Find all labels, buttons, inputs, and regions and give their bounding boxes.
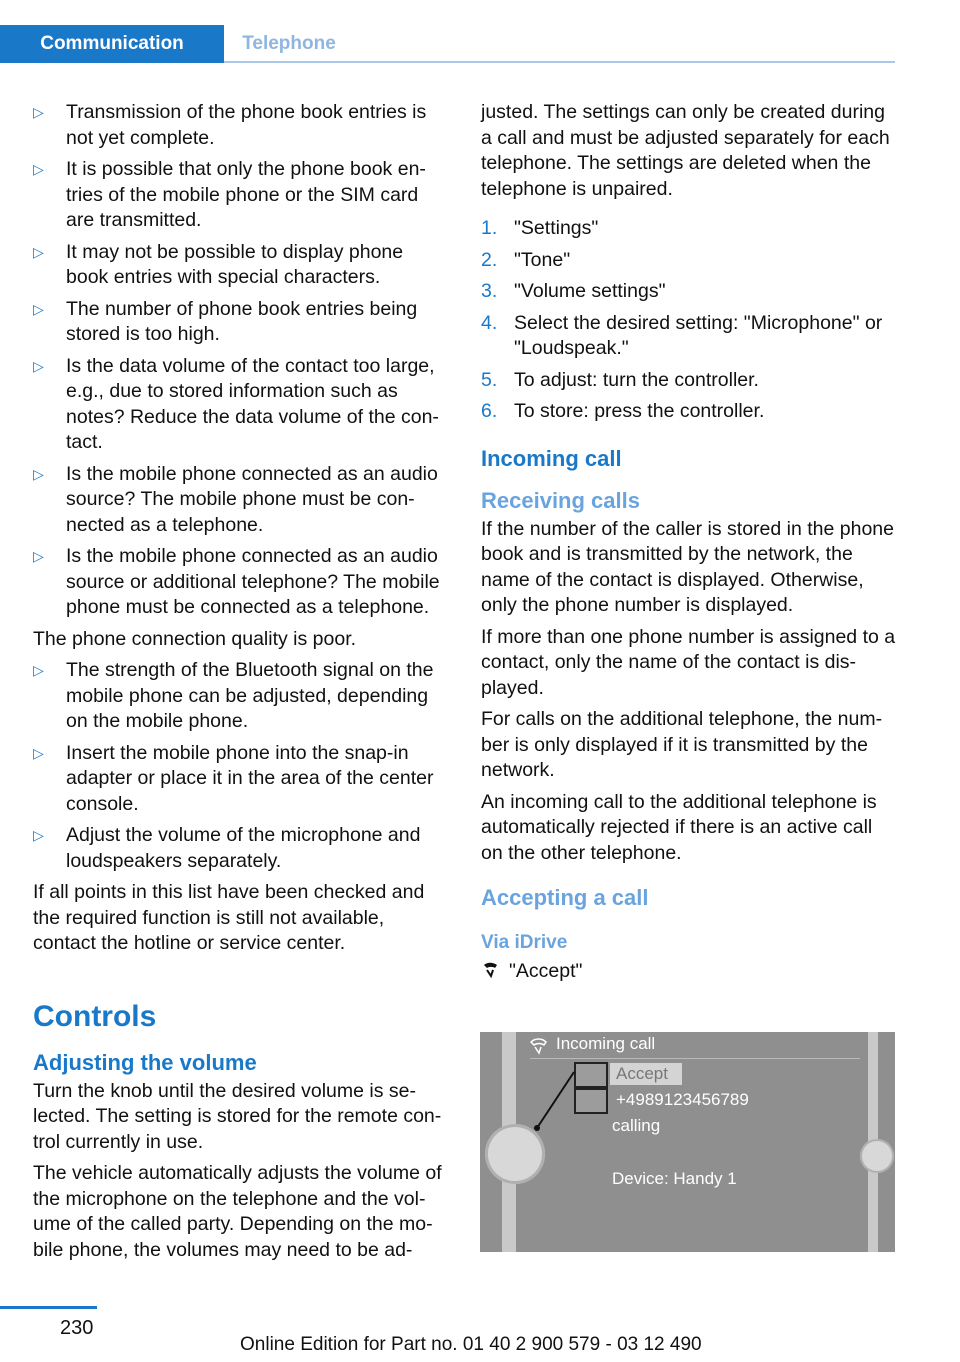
heading-controls: Controls bbox=[33, 999, 157, 1033]
accept-instruction bbox=[481, 959, 897, 985]
receiving-paragraph-3: For calls on the additional telephone, the num‐ber is only displayed if it is transmitted by the network. bbox=[481, 708, 883, 781]
step-text: "Volume settings" bbox=[514, 280, 666, 302]
list-item bbox=[33, 157, 449, 234]
page-number-bar bbox=[0, 1306, 97, 1309]
step-item bbox=[481, 368, 897, 394]
step-item bbox=[481, 216, 897, 242]
step-number: 2. bbox=[481, 248, 498, 271]
step-text: "Settings" bbox=[514, 217, 599, 239]
list-item bbox=[33, 100, 449, 151]
steps-list bbox=[481, 216, 897, 425]
step-number: 6. bbox=[481, 400, 498, 422]
heading-incoming-call: Incoming call bbox=[481, 445, 622, 471]
tab-telephone[interactable]: Telephone bbox=[242, 33, 336, 54]
screen-title: Incoming call bbox=[556, 1034, 656, 1053]
heading-accepting-call: Accepting a call bbox=[481, 885, 649, 910]
list-item bbox=[33, 658, 449, 735]
list-item bbox=[33, 741, 449, 818]
list-item-text: Is the mobile phone connected as an audio source? The mobile phone must be con‐nected as a telephone. bbox=[66, 462, 438, 536]
list-item bbox=[33, 544, 449, 621]
step-text: To store: press the controller. bbox=[514, 400, 765, 422]
accept-menu-item[interactable]: Accept bbox=[610, 1063, 682, 1085]
troubleshoot-list bbox=[33, 100, 449, 621]
list-item bbox=[33, 297, 449, 348]
receiving-paragraph-2: If more than one phone number is assigned to a contact, only the name of the contact is dis‐played. bbox=[481, 625, 896, 699]
bullet-marker-icon: ▷ bbox=[33, 357, 44, 374]
list-item bbox=[33, 240, 449, 291]
call-status: calling bbox=[612, 1116, 661, 1135]
list-item-text: The strength of the Bluetooth signal on the mobile phone can be adjusted, depending on the mobile phone. bbox=[66, 659, 434, 732]
device-name: Device: Handy 1 bbox=[612, 1169, 737, 1188]
phone-accept-icon bbox=[481, 961, 501, 979]
knob-paragraph: Turn the knob until the desired volume is se‐lected. The setting is stored for the remote con‐trol currently in use. bbox=[33, 1079, 442, 1153]
right-column bbox=[481, 100, 897, 985]
heading-receiving-calls: Receiving calls bbox=[481, 487, 640, 513]
pointer-line bbox=[480, 1032, 895, 1252]
list-item-text: Is the mobile phone connected as an audio source or additional telephone? The mobile phone must be connected as a telephone. bbox=[66, 545, 440, 618]
bullet-marker-icon: ▷ bbox=[33, 243, 44, 260]
step-number: 5. bbox=[481, 368, 498, 391]
list-item-text: Insert the mobile phone into the snap-in adapter or place it in the area of the center console. bbox=[66, 741, 434, 815]
step-item bbox=[481, 248, 897, 274]
page-number: 230 bbox=[60, 1317, 94, 1339]
list-item-text: It may not be possible to display phone book entries with special characters. bbox=[66, 240, 404, 288]
list-item-text: Transmission of the phone book entries is not yet complete. bbox=[66, 101, 427, 149]
bullet-marker-icon: ▷ bbox=[33, 300, 44, 317]
list-item bbox=[33, 823, 449, 874]
bullet-marker-icon: ▷ bbox=[33, 465, 44, 482]
step-number: 1. bbox=[481, 217, 498, 239]
step-number: 4. bbox=[481, 311, 498, 334]
step-item bbox=[481, 399, 897, 425]
tab-communication[interactable]: Communication bbox=[0, 25, 224, 63]
receiving-paragraph-4: An incoming call to the additional telephone is automatically rejected if there is an active call on the other telephone. bbox=[481, 790, 877, 864]
list-item-text: The number of phone book entries being stored is too high. bbox=[66, 297, 418, 345]
receiving-paragraph-1: If the number of the caller is stored in the phone book and is transmitted by the network, the name of the contact is displayed. Otherwise, only the phone number is displayed. bbox=[481, 517, 894, 616]
list-item-text: It is possible that only the phone book en‐tries of the mobile phone or the SIM card are transmitted. bbox=[66, 158, 426, 231]
heading-via-idrive: Via iDrive bbox=[481, 932, 568, 953]
bullet-marker-icon: ▷ bbox=[33, 104, 44, 120]
bullet-marker-icon: ▷ bbox=[33, 662, 44, 678]
idrive-screen-illustration bbox=[480, 1032, 895, 1252]
checked-paragraph: If all points in this list have been checked and the required function is still not available, contact the hotline or service center. bbox=[33, 881, 425, 954]
step-text: Select the desired setting: "Microphone" or "Loudspeak." bbox=[514, 311, 883, 359]
quality-list bbox=[33, 658, 449, 874]
step-text: "Tone" bbox=[514, 248, 571, 271]
bullet-marker-icon: ▷ bbox=[33, 827, 44, 843]
list-item-text: Adjust the volume of the microphone and loudspeakers separately. bbox=[66, 824, 421, 872]
heading-adjusting-volume: Adjusting the volume bbox=[33, 1049, 257, 1075]
accept-instruction-text: "Accept" bbox=[509, 960, 583, 982]
header-divider bbox=[224, 61, 895, 63]
left-column bbox=[33, 100, 449, 1269]
settings-paragraph: justed. The settings can only be created during a call and must be adjusted separately for each telephone. The settings are deleted when the telephone is unpaired. bbox=[481, 101, 890, 200]
bullet-marker-icon: ▷ bbox=[33, 744, 44, 761]
step-number: 3. bbox=[481, 280, 498, 302]
list-item-text: Is the data volume of the contact too large, e.g., due to stored information such as notes? Reduce the data volume of the con‐tact. bbox=[66, 354, 439, 453]
caller-number: +4989123456789 bbox=[616, 1090, 749, 1109]
bullet-marker-icon: ▷ bbox=[33, 161, 44, 177]
edition-footer: Online Edition for Part no. 01 40 2 900 579 - 03 12 490 bbox=[240, 1334, 702, 1355]
list-item bbox=[33, 354, 449, 456]
vehicle-paragraph: The vehicle automatically adjusts the volume of the microphone on the telephone and the vol‐ume of the called party. Depending on the mo‐bile phone, the volumes may need to be ad‐ bbox=[33, 1162, 442, 1261]
step-item bbox=[481, 311, 897, 362]
step-item bbox=[481, 279, 897, 305]
bullet-marker-icon: ▷ bbox=[33, 548, 44, 564]
list-item bbox=[33, 462, 449, 539]
step-text: To adjust: turn the controller. bbox=[514, 368, 759, 391]
quality-paragraph: The phone connection quality is poor. bbox=[33, 627, 357, 650]
